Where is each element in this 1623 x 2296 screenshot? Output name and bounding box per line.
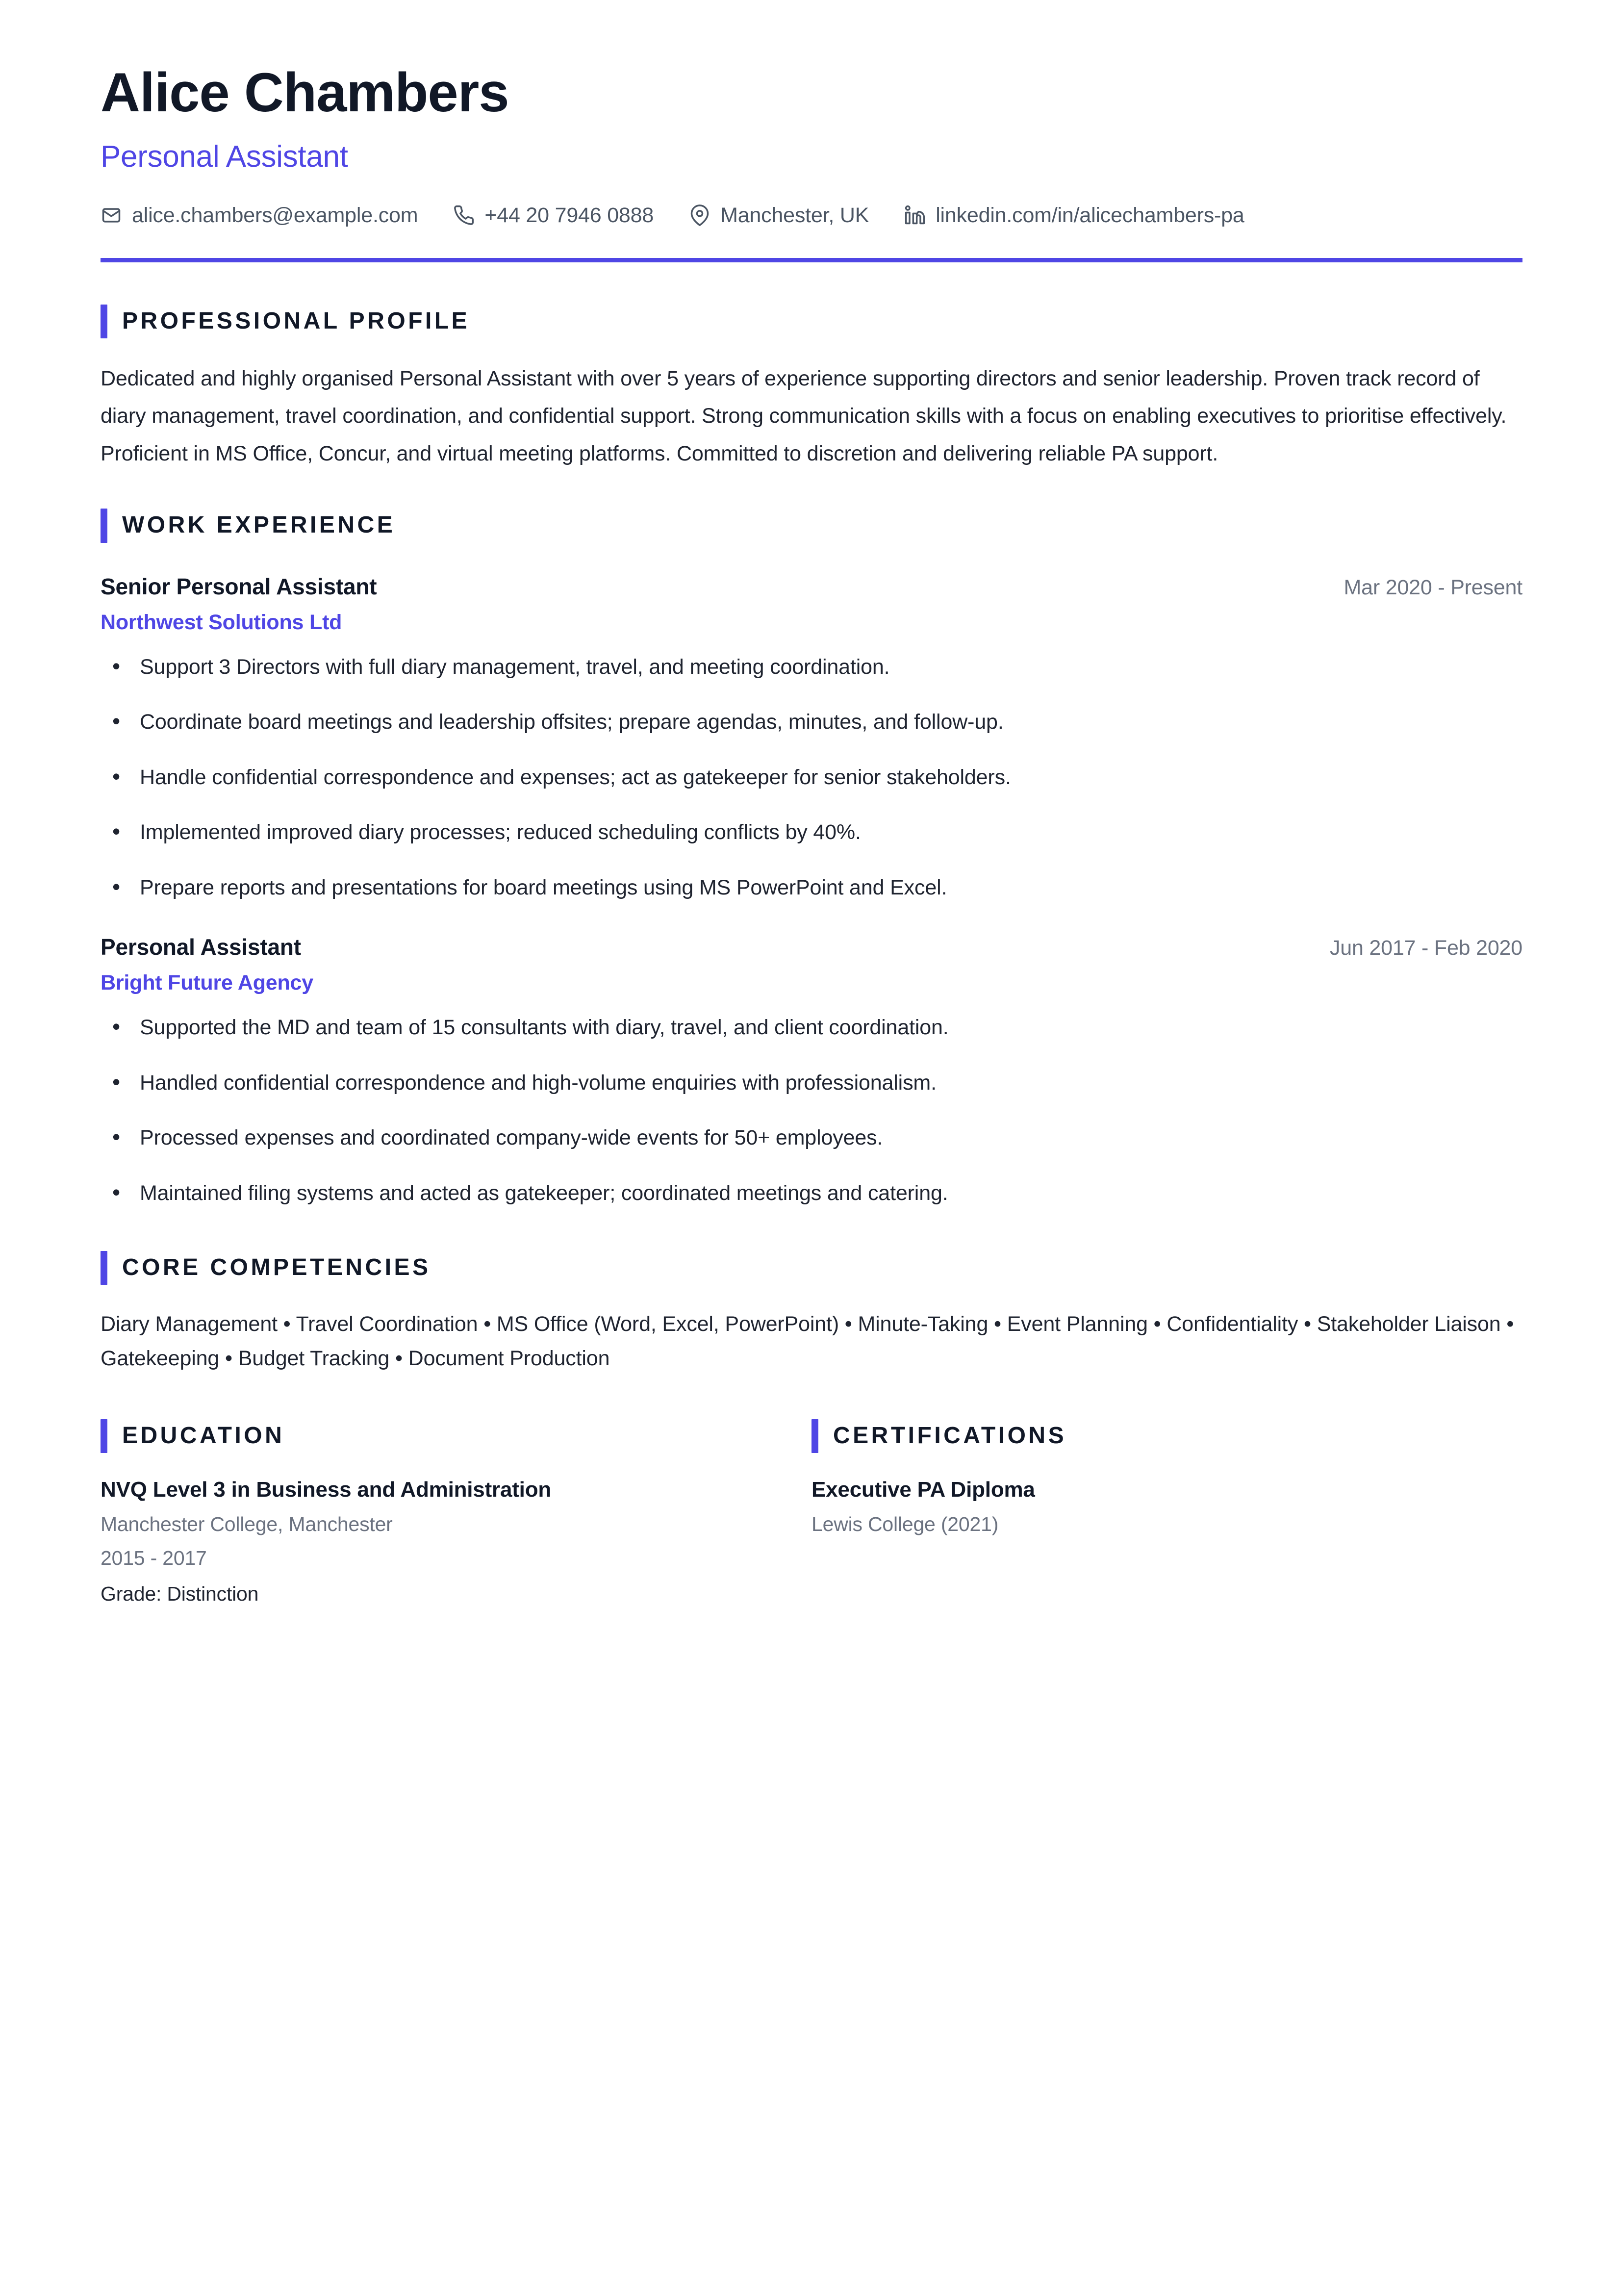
contact-phone-text: +44 20 7946 0888: [484, 203, 654, 227]
section-accent-bar: [101, 305, 107, 338]
job-responsibilities-list: [101, 651, 1522, 904]
job-dates: Mar 2020 - Present: [1344, 575, 1522, 599]
contact-email-text: alice.chambers@example.com: [132, 203, 418, 227]
list-item: • Maintained filing systems and acted as gatekeeper; coordinated meetings and catering.: [101, 1177, 1522, 1209]
list-item: • Coordinate board meetings and leadership offsites; prepare agendas, minutes, and follow-up.: [101, 706, 1522, 738]
list-item: • Implemented improved diary processes; reduced scheduling conflicts by 40%.: [101, 816, 1522, 848]
section-work-experience: [101, 509, 1522, 1209]
profile-paragraph: Dedicated and highly organised Personal Assistant with over 5 years of experience supporting directors and senior leadership. Proven track record of diary management, travel coordination, and confidential support. Strong communication skills with a focus on enabling executives to prioritise effectively. Proficient in MS Office, Concur, and virtual meeting platforms. Committed to discretion and delivering reliable PA support.: [101, 366, 1507, 465]
experience-entry-header: [101, 934, 1522, 960]
list-item: • Handled confidential correspondence and high-volume enquiries with professionalism.: [101, 1067, 1522, 1099]
page-title: Alice Chambers: [101, 62, 509, 123]
list-item: • Support 3 Directors with full diary management, travel, and meeting coordination.: [101, 651, 1522, 683]
education-entry: [101, 1478, 767, 1606]
linkedin-icon: [904, 204, 926, 226]
job-responsibilities-list: [101, 1012, 1522, 1209]
experience-entry-header: [101, 573, 1522, 600]
section-header: [101, 305, 1522, 338]
section-accent-bar: [101, 1251, 107, 1285]
job-title-subtitle: Personal Assistant: [101, 139, 348, 174]
email-icon: [101, 204, 122, 226]
education-grade: Grade: Distinction: [101, 1582, 259, 1605]
section-education: [101, 1419, 812, 1606]
experience-entry: [101, 573, 1522, 904]
experience-entry: [101, 934, 1522, 1209]
job-role: Senior Personal Assistant: [101, 573, 377, 599]
list-item: • Handle confidential correspondence and expenses; act as gatekeeper for senior stakeholders.: [101, 762, 1522, 793]
contact-linkedin[interactable]: [904, 204, 1244, 228]
job-role: Personal Assistant: [101, 934, 301, 960]
job-company: Northwest Solutions Ltd: [101, 610, 342, 634]
certification-entry: [812, 1478, 1478, 1536]
job-company: Bright Future Agency: [101, 971, 313, 995]
job-dates: Jun 2017 - Feb 2020: [1329, 936, 1522, 960]
header-divider: [101, 258, 1522, 262]
competencies-text: Diary Management • Travel Coordination • MS Office (Word, Excel, PowerPoint) • Minute-Taking • Event Planning • Confidentiality • Stakeholder Liaison • Gatekeeping • Budget Tracking • Document Production: [101, 1312, 1514, 1370]
education-certifications-row: [101, 1419, 1522, 1606]
education-institution: Manchester College, Manchester: [101, 1512, 393, 1535]
phone-icon: [453, 204, 475, 226]
section-title: PROFESSIONAL PROFILE: [122, 307, 470, 334]
section-header: [101, 1419, 767, 1453]
section-header: [101, 1251, 1522, 1285]
section-title: CERTIFICATIONS: [833, 1422, 1067, 1449]
contact-location[interactable]: [689, 204, 869, 228]
resume-header: [101, 64, 1522, 262]
section-header: [101, 509, 1522, 542]
section-header: [812, 1419, 1478, 1453]
certification-name: Executive PA Diploma: [812, 1477, 1035, 1502]
education-years: 2015 - 2017: [101, 1546, 207, 1569]
contact-location-text: Manchester, UK: [720, 203, 869, 227]
certification-institution: Lewis College (2021): [812, 1512, 999, 1535]
contact-row: [101, 204, 1522, 228]
contact-email[interactable]: [101, 204, 418, 228]
section-title: EDUCATION: [122, 1422, 285, 1449]
section-title: WORK EXPERIENCE: [122, 512, 396, 538]
list-item: • Prepare reports and presentations for board meetings using MS PowerPoint and Excel.: [101, 872, 1522, 904]
section-core-competencies: [101, 1251, 1522, 1376]
location-pin-icon: [689, 204, 710, 226]
section-accent-bar: [812, 1419, 818, 1453]
contact-linkedin-text: linkedin.com/in/alicechambers-pa: [936, 203, 1244, 227]
section-title: CORE COMPETENCIES: [122, 1254, 431, 1281]
list-item: • Supported the MD and team of 15 consultants with diary, travel, and client coordination.: [101, 1012, 1522, 1044]
education-degree: NVQ Level 3 in Business and Administration: [101, 1477, 552, 1502]
list-item: • Processed expenses and coordinated company-wide events for 50+ employees.: [101, 1122, 1522, 1154]
section-accent-bar: [101, 509, 107, 542]
section-accent-bar: [101, 1419, 107, 1453]
section-professional-profile: [101, 305, 1522, 473]
contact-phone[interactable]: [453, 204, 654, 228]
section-certifications: [812, 1419, 1522, 1606]
